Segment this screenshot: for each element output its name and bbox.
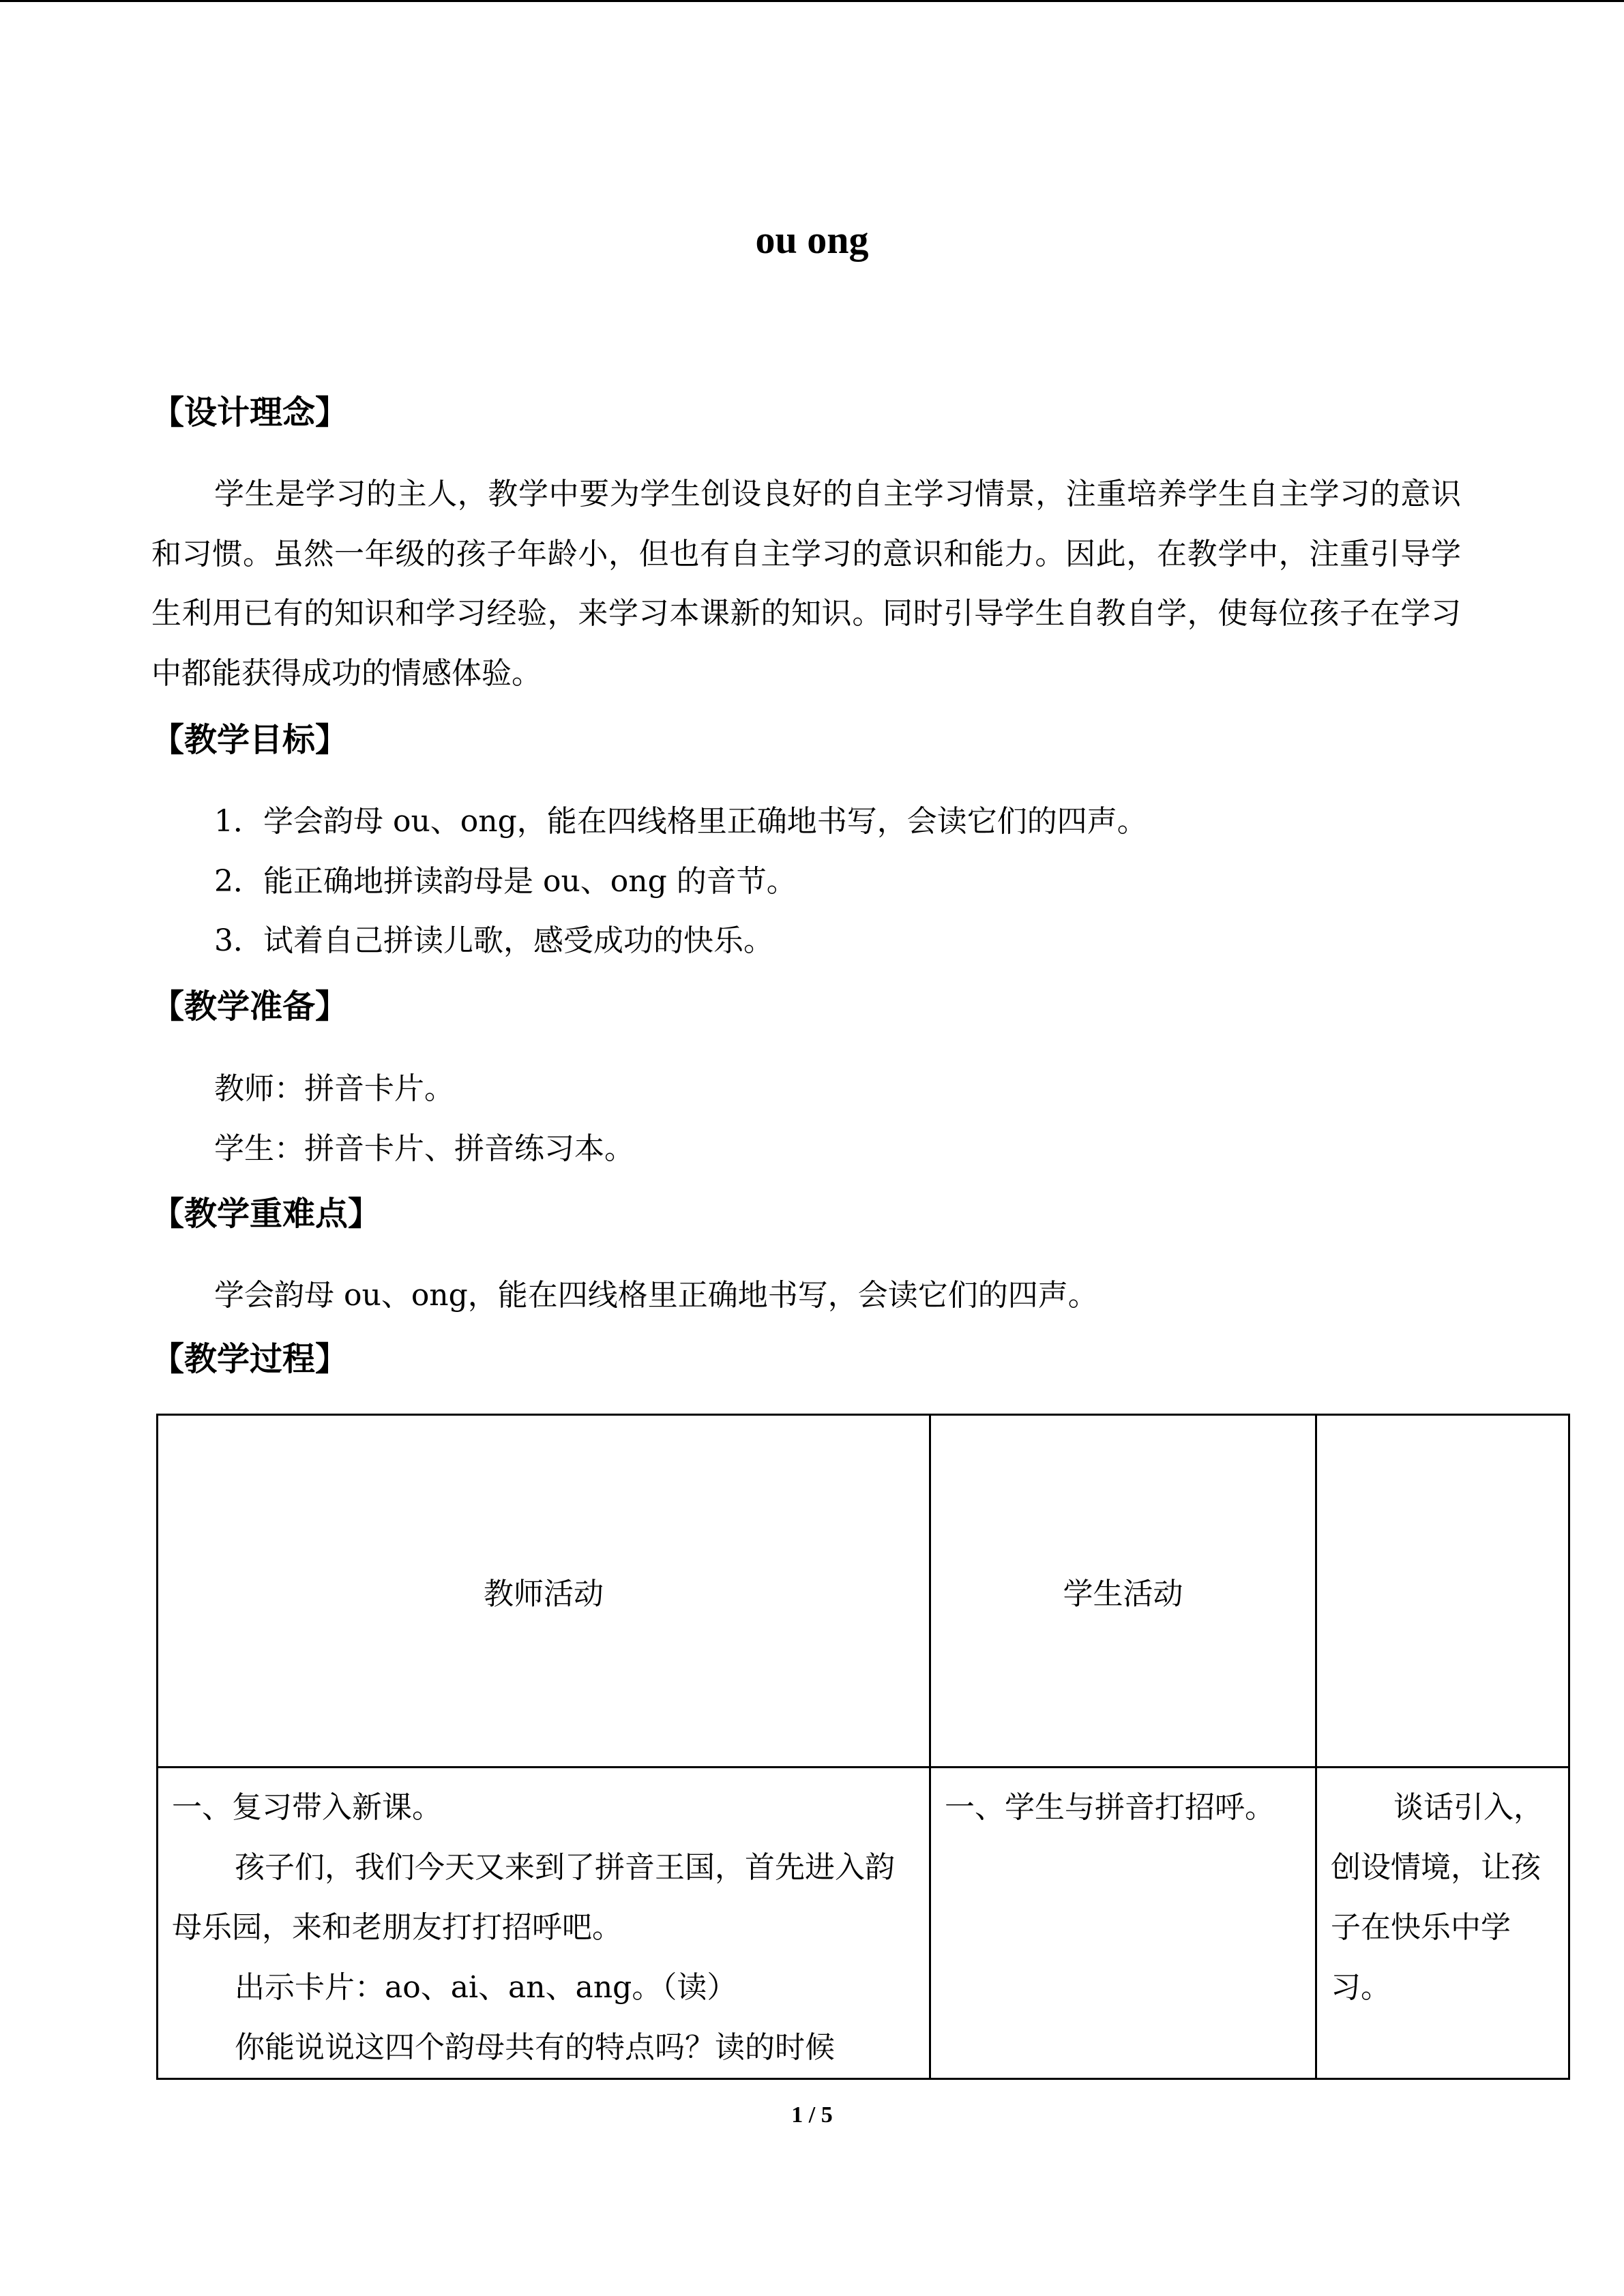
- design-concept-paragraph: 学生是学习的主人，教学中要为学生创设良好的自主学习情景，注重培养学生自主学习的意识和习惯。虽然一年级的孩子年龄小，但也有自主学习的意识和能力。因此，在教学中，注重引导学生利用已有的知识和学习经验，来学习本课新的知识。同时引导学生自教自学，使每位孩子在学习中都能获得成功的情感体验。: [151, 477, 1461, 691]
- student-step-text: 一、学生与拼音打招呼。: [945, 1790, 1275, 1825]
- preparation-item-teacher: 教师：拼音卡片。: [214, 1071, 454, 1106]
- cell-student-activity: [930, 1768, 1316, 2079]
- cell-design-intent: [1316, 1768, 1569, 2079]
- header-student-activity: 学生活动: [930, 1415, 1316, 1768]
- header-teacher-activity: 教师活动: [158, 1415, 930, 1768]
- goal-item: 2．能正确地拼读韵母是 ou、ong 的音节。: [214, 864, 797, 899]
- page-number: 1 / 5: [791, 2102, 833, 2128]
- teacher-step-text: 孩子们，我们今天又来到了拼音王国，首先进入韵母乐园，来和老朋友打打招呼吧。: [172, 1850, 895, 1945]
- heading-design-concept: 【设计理念】: [151, 393, 349, 432]
- key-points-text: 学会韵母 ou、ong，能在四线格里正确地书写，会读它们的四声。: [214, 1278, 1098, 1313]
- heading-teaching-preparation: 【教学准备】: [151, 987, 349, 1026]
- teaching-process-table: [156, 1414, 1570, 2080]
- document-title: ou ong: [755, 218, 869, 262]
- header-design-intent: [1316, 1415, 1569, 1768]
- heading-teaching-process: 【教学过程】: [151, 1340, 349, 1378]
- cell-teacher-activity: [158, 1768, 930, 2079]
- page-top-border: [0, 0, 1624, 2]
- teacher-step-text: 你能说说这四个韵母共有的特点吗？读的时候: [235, 2030, 835, 2065]
- teacher-step-text: 出示卡片：ao、ai、an、ang。（读）: [235, 1970, 737, 2005]
- goal-item: 1．学会韵母 ou、ong，能在四线格里正确地书写，会读它们的四声。: [214, 804, 1147, 839]
- table-row: [158, 1768, 1569, 2079]
- preparation-item-student: 学生：拼音卡片、拼音练习本。: [214, 1131, 634, 1166]
- heading-key-points: 【教学重难点】: [151, 1195, 381, 1233]
- teacher-step-title: 一、复习带入新课。: [172, 1790, 442, 1825]
- table-header-row: [158, 1415, 1569, 1768]
- heading-teaching-goals: 【教学目标】: [151, 721, 349, 759]
- design-intent-text: 谈话引入，创设情境，让孩子在快乐中学习。: [1331, 1790, 1544, 2005]
- goal-item: 3．试着自己拼读儿歌，感受成功的快乐。: [214, 923, 773, 958]
